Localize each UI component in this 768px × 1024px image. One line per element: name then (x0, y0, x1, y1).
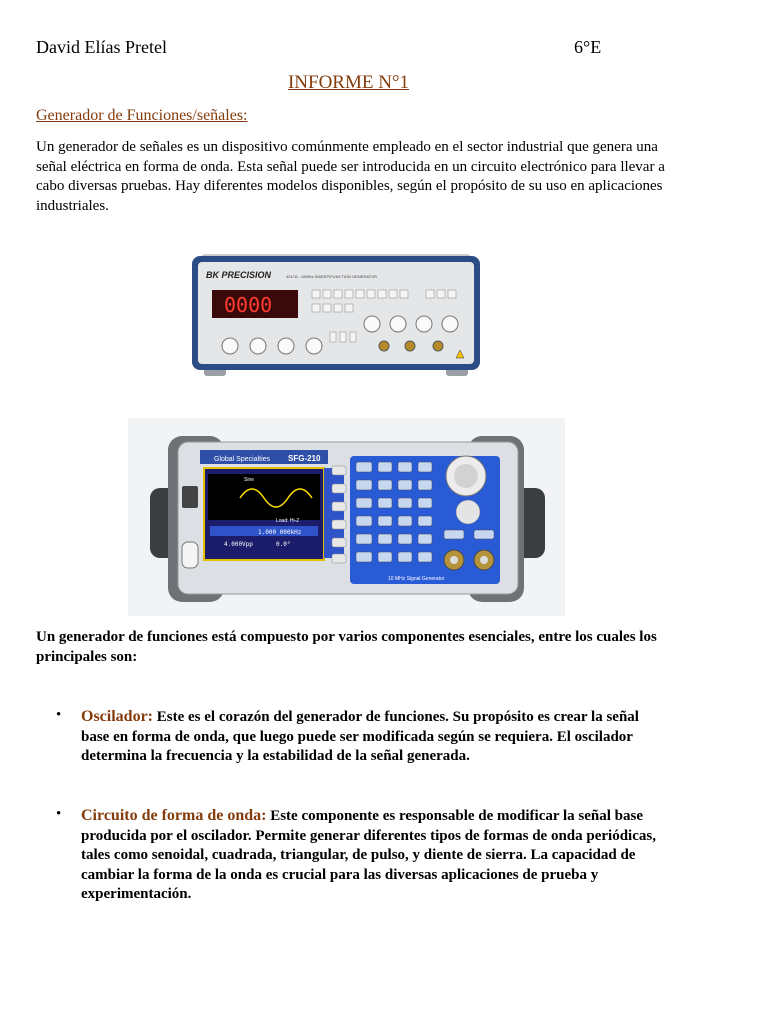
list-item-term: Oscilador: (81, 708, 153, 725)
list-item-oscilador (81, 707, 671, 767)
gs-model-text: SFG-210 (288, 454, 321, 463)
bullet-marker: • (56, 707, 62, 723)
gs-screen-frequency: 1.000 000kHz (258, 529, 302, 536)
list-item-text: Este componente es responsable de modificar la señal base producida por el oscilador. Permite generar diferentes tipos de formas de onda periódicas, tales como senoidal, cuadrada, triangular, de pulso, y diente de sierra. La capacidad de cambiar la forma de la onda es crucial para las diversas aplicaciones de prueba y experimentación. (81, 808, 656, 902)
sfg-210-generator-image (128, 418, 565, 616)
gs-screen-load: Load: Hi-Z (276, 518, 300, 524)
components-lead: Un generador de funciones está compuesto por varios componentes esenciales, entre los cuales los principales son: (36, 629, 657, 665)
list-item-term: Circuito de forma de onda: (81, 807, 267, 824)
gs-screen-waveform: Sine (244, 477, 255, 483)
bk-precision-generator-image (190, 240, 482, 378)
gs-screen-amplitude: 4.000Vpp (224, 541, 253, 548)
gs-screen-phase: 0.0° (276, 541, 291, 548)
author-name: David Elías Pretel (36, 37, 167, 57)
list-item-text: Este es el corazón del generador de funciones. Su propósito es crear la señal base en forma de onda, que luego puede ser modificada según se requiera. El oscilador determina la frecuencia y la estabilidad de la señal generada. (81, 709, 639, 764)
report-title: INFORME N°1 (287, 72, 410, 93)
section-title: Generador de Funciones/señales: (36, 107, 248, 124)
gs-footer-text: 10 MHz Signal Generator (388, 576, 445, 582)
bk-model-text: 4017A - 10MHz SWEEP/FUNCTION GENERATOR (286, 274, 377, 279)
list-item-circuito (81, 806, 671, 905)
bk-brand-text: BK PRECISION (206, 270, 272, 280)
intro-paragraph: Un generador de señales es un dispositivo comúnmente empleado en el sector industrial que genera una señal eléctrica en forma de onda. Esta señal puede ser introducida en un circuito electrónico para llevar a cabo diversas pruebas. Hay diferentes modelos disponibles, según el propósito de su uso en aplicaciones industriales. (36, 139, 665, 214)
bk-led-display: 0000 (224, 293, 273, 317)
grade-label: 6°E (574, 37, 602, 57)
bullet-marker: • (56, 806, 62, 822)
gs-brand-text: Global Specialties (214, 456, 271, 463)
